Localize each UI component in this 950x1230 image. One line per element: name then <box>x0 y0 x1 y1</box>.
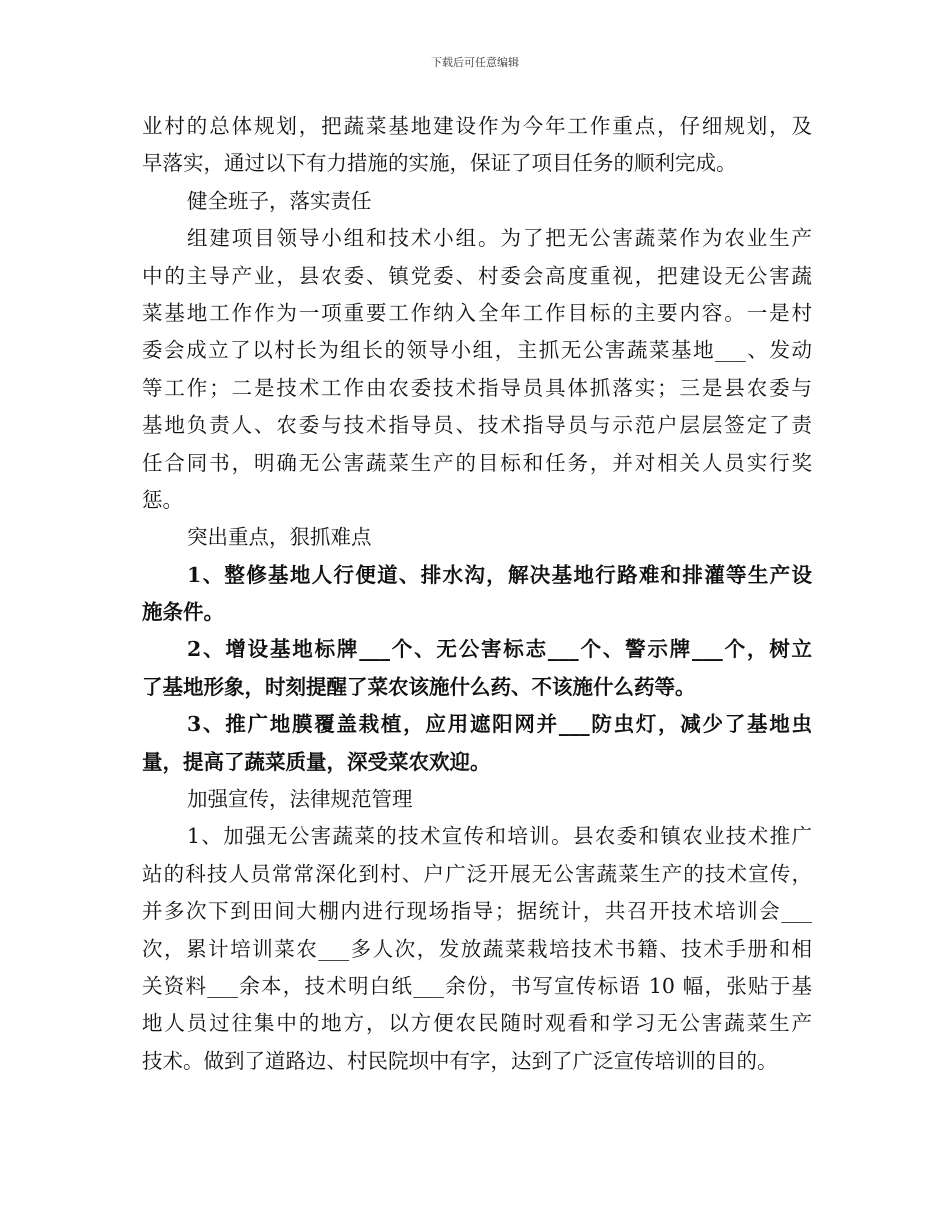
text-line: 业村的总体规划，把蔬菜基地建设作为今年工作重点，仔细规划，及 <box>142 114 812 138</box>
text-line: 了基地形象，时刻提醒了菜农该施什么药、不该施什么药等。 <box>142 674 696 699</box>
text-line: 突出重点，狠抓难点 <box>187 525 372 550</box>
document-body <box>142 108 812 1080</box>
text-line: 等工作；二是技术工作由农委技术指导员具体抓落实；三是县农委与 <box>142 375 812 400</box>
text-line: 1、加强无公害蔬菜的技术宣传和培训。县农委和镇农业技术推广 <box>187 824 812 849</box>
text-line: 惩。 <box>142 487 183 512</box>
text-line: 关资料___余本，技术明白纸___余份，书写宣传标语 10 幅，张贴于基 <box>142 973 812 998</box>
text-line: 次，累计培训菜农___多人次，发放蔬菜栽培技术书籍、技术手册和相 <box>142 936 812 961</box>
text-line: 并多次下到田间大棚内进行现场指导；据统计，共召开技术培训会___ <box>142 899 812 924</box>
text-line: 任合同书，明确无公害蔬菜生产的目标和任务，并对相关人员实行奖 <box>142 450 812 475</box>
text-line: 2、增设基地标牌___个、无公害标志___个、警示牌___个，树立 <box>187 637 812 662</box>
text-line: 3、推广地膜覆盖栽植，应用遮阳网并___防虫灯，减少了基地虫 <box>187 712 812 737</box>
text-line: 中的主导产业，县农委、镇党委、村委会高度重视，把建设无公害蔬 <box>142 263 812 288</box>
text-line: 站的科技人员常常深化到村、户广泛开展无公害蔬菜生产的技术宣传， <box>142 861 812 886</box>
text-line: 量，提高了蔬菜质量，深受菜农欢迎。 <box>142 749 491 774</box>
text-line: 地人员过往集中的地方，以方便农民随时观看和学习无公害蔬菜生产 <box>142 1011 812 1036</box>
text-line: 早落实，通过以下有力措施的实施，保证了项目任务的顺利完成。 <box>142 151 737 176</box>
text-line: 1、整修基地人行便道、排水沟，解决基地行路难和排灌等生产设 <box>187 562 812 587</box>
text-line: 菜基地工作作为一项重要工作纳入全年工作目标的主要内容。一是村 <box>142 300 812 325</box>
text-line: 加强宣传，法律规范管理 <box>187 787 413 812</box>
page-header-note: 下载后可任意编辑 <box>431 56 519 69</box>
text-line: 基地负责人、农委与技术指导员、技术指导员与示范户层层签定了责 <box>142 413 812 438</box>
text-line: 施条件。 <box>142 600 224 625</box>
text-line: 委会成立了以村长为组长的领导小组，主抓无公害蔬菜基地___、发动 <box>142 338 812 363</box>
text-line: 技术。做到了道路边、村民院坝中有字，达到了广泛宣传培训的目的。 <box>142 1048 778 1073</box>
text-line: 组建项目领导小组和技术小组。为了把无公害蔬菜作为农业生产 <box>187 226 812 251</box>
text-line: 健全班子，落实责任 <box>187 188 372 213</box>
